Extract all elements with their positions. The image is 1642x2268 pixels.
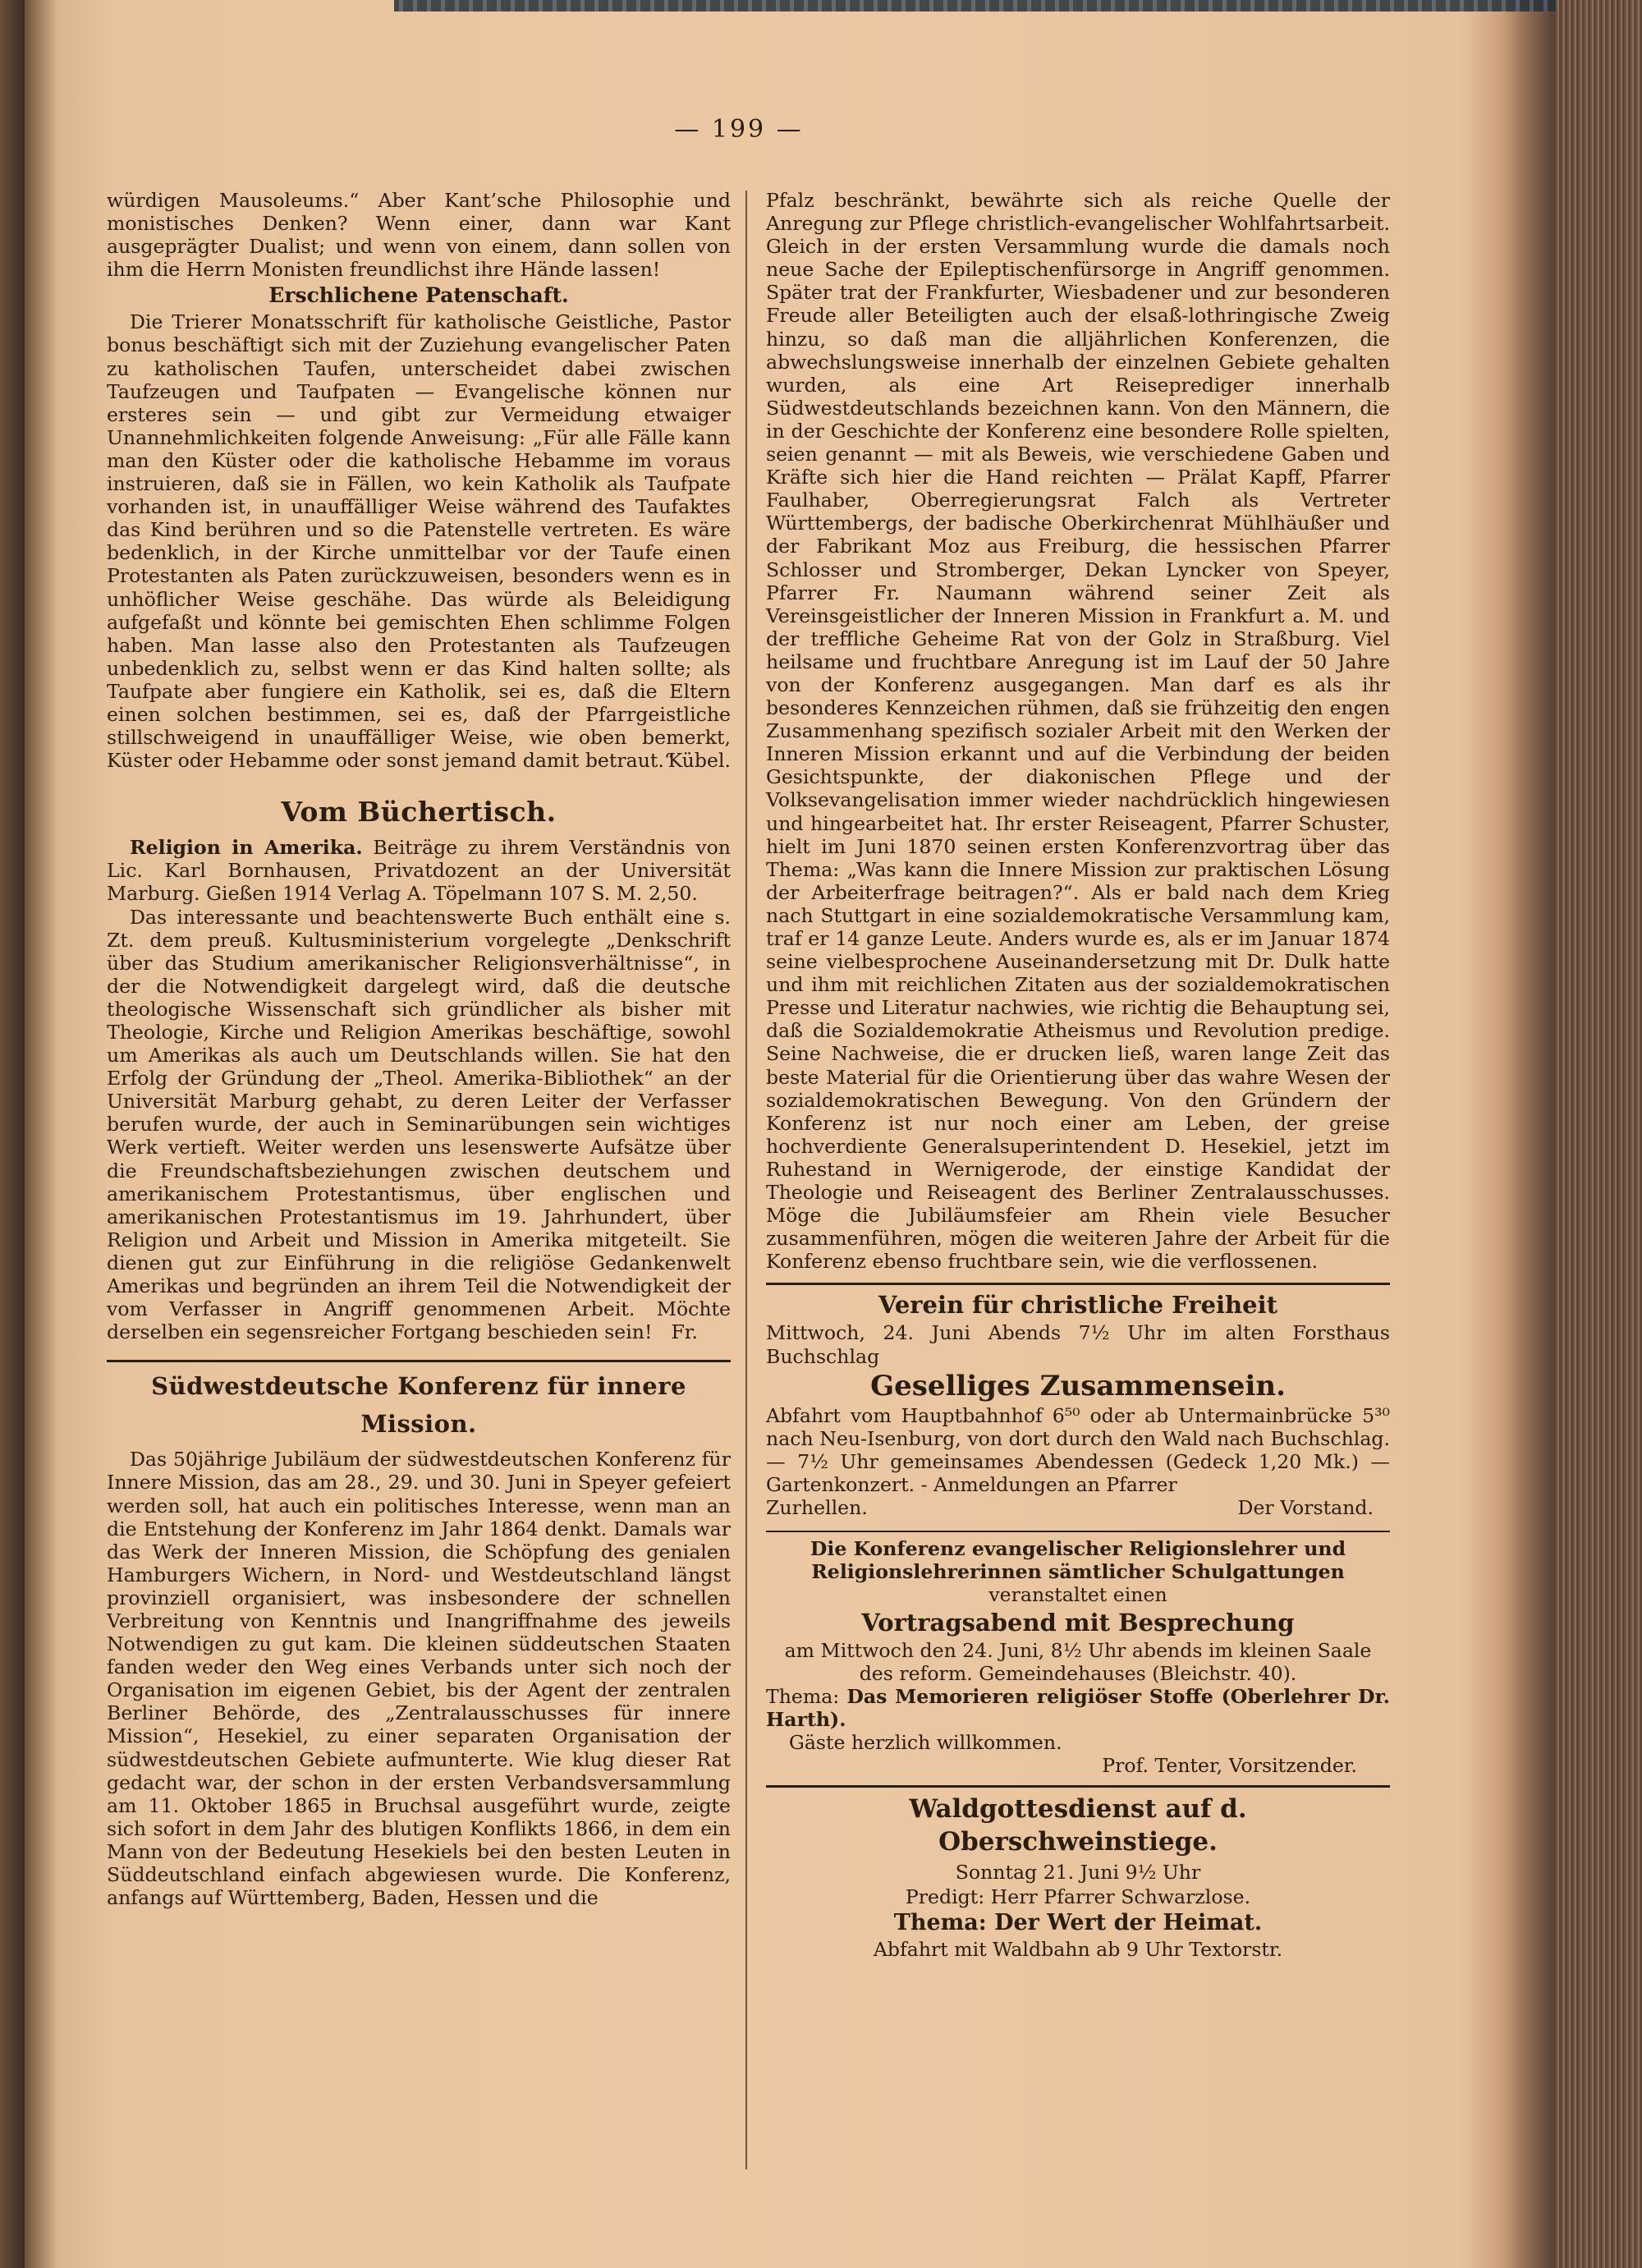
- book-top-edge: [394, 0, 1626, 11]
- page-stack-edge: [1556, 0, 1642, 2268]
- verein-details: Abfahrt vom Hauptbahnhof 6⁵⁰ oder ab Untermainbrücke 5³⁰ nach Neu-Isenburg, von dort durch den Wald nach Buchschlag. — 7½ Uhr gemeinsames Abendessen (Gedeck 1,20 Mk.) — Gartenkonzert. - Anmeldungen an Pfarrer: [766, 1403, 1390, 1496]
- religionslehrer-signature: Prof. Tenter, Vorsitzender.: [1102, 1754, 1357, 1778]
- religionslehrer-when: am Mittwoch den 24. Juni, 8½ Uhr abends im kleinen Saale des reform. Gemeindehauses (Bleichstr. 40).: [784, 1638, 1372, 1686]
- religion-amerika-review: Das interessante und beachtenswerte Buch enthält eine s. Zt. dem preuß. Kultusministerium vorgelegte „Denkschrift über das Studium amerikanischer Religionsverhältnisse“, in der die Notwendigkeit dargelegt wird, daß die deutsche theologische Wissenschaft sich gründlicher als bisher mit Theologie, Kirche und Religion Amerikas beschäftige, sowohl um Amerikas als auch um Deutschlands willen. Sie hat den Erfolg der Gründung der „Theol. Amerika-Bibliothek“ an der Universität Marburg gehabt, zu deren Leiter der Verfasser berufen wurde, der auch in Seminarübungen sein wichtiges Werk vertieft. Weiter werden uns lesenswerte Aufsätze über die Freundschaftsbeziehungen zwischen deutschem und amerikanischem Protestantismus, über englischen und amerikanischen Protestantismus im 19. Jahrhundert, über Religion und Arbeit und Mission in Amerika mitgeteilt. Sie dienen gut zur Einführung in die religiöse Gedankenwelt Amerikas und begründen an ihrem Teil die Notwendigkeit der vom Verfasser in Angriff genommenen Arbeit. Möchte derselben ein segensreicher Fortgang beschieden sein!: [107, 905, 731, 1344]
- religionslehrer-gaeste: Gäste herzlich willkommen.: [789, 1731, 1062, 1755]
- left-separator-rule: [107, 1360, 731, 1362]
- religion-amerika-signature: Fr.: [671, 1320, 698, 1344]
- column-divider: [745, 191, 747, 2169]
- wald-theme: Thema: Der Wert der Heimat.: [893, 1910, 1263, 1936]
- buechertisch-heading: Vom Büchertisch.: [281, 796, 557, 829]
- wald-heading: Waldgottesdienst auf d. Oberschweinstiege.: [909, 1794, 1247, 1857]
- verein-signature: Der Vorstand.: [1237, 1495, 1374, 1519]
- wald-preacher: Predigt: Herr Pfarrer Schwarzlose.: [905, 1885, 1251, 1909]
- religionslehrer-rule: [766, 1531, 1390, 1532]
- verein-event-title: Geselliges Zusammensein.: [870, 1369, 1286, 1403]
- wald-departure: Abfahrt mit Waldbahn ab 9 Uhr Textorstr.: [873, 1938, 1283, 1962]
- konferenz-continuation: Pfalz beschränkt, bewährte sich als reiche Quelle der Anregung zur Pflege christlich-evangelischer Wohlfahrtsarbeit. Gleich in der ersten Versammlung wurde die damals noch neue Sache der Epileptischenfürsorge in Angriff genommen. Später trat der Frankfurter, Wiesbadener und zur besonderen Freude aller Beteiligten auch der elsaß-lothringische Zweig hinzu, so daß man die alljährlichen Konferenzen, die abwechslungsweise innerhalb der einzelnen Gebiete gehalten wurden, als eine Art Reiseprediger innerhalb Südwestdeutschlands bezeichnen kann. Von den Männern, die in der Geschichte der Konferenz eine besondere Rolle spielten, seien genannt — mit als Beweis, wie verschiedene Gaben und Kräfte sich hier die Hand reichten — Prälat Kapff, Pfarrer Faulhaber, Oberregierungsrat Falch als Vertreter Württembergs, der badische Oberkirchenrat Mühlhäußer und der Fabrikant Moz aus Freiburg, die hessischen Pfarrer Schlosser und Stromberger, Dekan Lyncker von Speyer, Pfarrer Fr. Naumann während seiner Zeit als Vereinsgeistlicher der Inneren Mission in Frankfurt a. M. und der treffliche Geheime Rat von der Golz in Straßburg. Viel heilsame und fruchtbare Anregung ist im Lauf der 50 Jahre von der Konferenz ausgegangen. Man darf es als ihr besonderes Kennzeichen rühmen, daß sie frühzeitig den engen Zusammenhang spezifisch sozialer Arbeit mit den Werken der Inneren Mission erkannt und auf die Verbindung der beiden Gesichtspunkte, der diakonischen Pflege und der Volksevangelisation immer wieder nachdrücklich hingewiesen und hingearbeitet hat. Ihr erster Reiseagent, Pfarrer Schuster, hielt im Juni 1870 seinen ersten Konferenzvortrag über das Thema: „Was kann die Innere Mission zur praktischen Lösung der Arbeiterfrage beitragen?“. Als er bald nach dem Krieg nach Stuttgart in eine sozialdemokratische Versammlung kam, traf er 14 ganze Leute. Anders wurde es, als er im Januar 1874 seine vielbesprochene Auseinandersetzung mit Dr. Dulk hatte und ihm mit reichlichen Zitaten aus der sozialdemokratischen Presse und Literatur nachwies, wie richtig die Behauptung sei, daß die Sozialdemokratie Atheismus und Revolution predige. Seine Nachweise, die er drucken ließ, waren lange Zeit das beste Material für die Orientierung über das wahre Wesen der sozialdemokratischen Bewegung. Von den Gründern der Konferenz ist nur noch einer am Leben, der greise hochverdiente Generalsuperintendent D. Hesekiel, jetzt im Ruhestand in Wernigerode, der einstige Kandidat der Theologie und Reiseagent des Berliner Zentralausschusses. Möge die Jubiläumsfeier am Rhein viele Besucher zusammenführen, mögen die weiteren Jahre der Arbeit für die Konferenz ebenso fruchtbare sein, wie die verflossenen.: [766, 189, 1390, 1274]
- religionslehrer-thema: [766, 1685, 1390, 1731]
- left-opening-paragraph: würdigen Mausoleums.“ Aber Kant’sche Philosophie und monistisches Denken? Wenn einer, dann war Kant ausgeprägter Dualist; und wenn von einem, dann sollen von ihm die Herrn Monisten freundlichst ihre Hände lassen!: [107, 189, 731, 282]
- konferenz-text: Das 50jährige Jubiläum der südwestdeutschen Konferenz für Innere Mission, das am 28., 29. und 30. Juni in Speyer gefeiert werden soll, hat auch ein politisches Interesse, wenn man an die Entstehung der Konferenz im Jahr 1864 denkt. Damals war das Werk der Inneren Mission, die Schöpfung des genialen Hamburgers Wichern, in Nord- und Westdeutschland längst provinziell organisiert, was insbesondere der schnellen Verbreitung von Kenntnis und Inangriffnahme des jeweils Notwendigen zu gut kam. Die kleinen süddeutschen Staaten fanden weder den Weg eines Verbands unter sich noch der Organisation im eigenen Gebiet, bis der Agent der zentralen Berliner Behörde, des „Zentralausschusses für innere Mission“, Hesekiel, zu einer separaten Organisation der südwestdeutschen Gebiete aufmunterte. Wie klug dieser Rat gedacht war, der schon in der ersten Verbandsversammlung am 11. Oktober 1865 in Bruchsal ausgeführt wurde, zeigte sich sofort in dem Jahr des blutigen Konflikts 1866, in dem ein Mann von der Bedeutung Hesekiels bei den besten Leuten in Süddeutschland einfach abgewiesen wurde. Die Konferenz, anfangs auf Württemberg, Baden, Hessen und die: [107, 1448, 731, 1910]
- wald-date: Sonntag 21. Juni 9½ Uhr: [955, 1861, 1201, 1885]
- religionslehrer-thema-label: Thema:: [766, 1685, 840, 1709]
- wald-rule: [766, 1785, 1390, 1788]
- religionslehrer-subline: veranstaltet einen: [988, 1582, 1167, 1606]
- book-spine: [0, 0, 25, 2268]
- page-number: — 199 —: [674, 115, 804, 144]
- verein-contact: Zurhellen.: [766, 1495, 868, 1519]
- left-column: [107, 189, 731, 1909]
- religionslehrer-event-title: Vortragsabend mit Besprechung: [861, 1608, 1295, 1637]
- verein-rule: [766, 1283, 1390, 1285]
- religion-amerika-lead: Religion in Amerika.: [130, 836, 363, 860]
- verein-heading: Verein für christliche Freiheit: [878, 1291, 1277, 1320]
- religionslehrer-thema-text: Das Memorieren religiöser Stoffe (Oberlehrer Dr. Harth).: [766, 1685, 1390, 1732]
- patenschaft-text: Die Trierer Monatsschrift für katholische Geistliche, Pastor bonus beschäftigt sich mit der Zuziehung evangelischer Paten zu katholischen Taufen, unterscheidet dabei zwischen Taufzeugen und Taufpaten — Evangelische können nur ersteres sein — und gibt zur Vermeidung etwaiger Unannehmlichkeiten folgende Anweisung: „Für alle Fälle kann man den Küster oder die katholische Hebamme im voraus instruieren, daß sie in Fällen, wo kein Katholik als Taufpate vorhanden ist, in unauffälliger Weise während des Taufaktes das Kind berühren und so die Patenstelle vertreten. Es wäre bedenklich, in der Kirche unmittelbar vor der Taufe einen Protestanten als Paten zurückzuweisen, besonders wenn es in unhöflicher Weise geschähe. Das würde als Beleidigung aufgefaßt und könnte bei gemischten Ehen schlimme Folgen haben. Man lasse also den Protestanten als Taufzeugen unbedenklich zu, selbst wenn er das Kind halten sollte; als Taufpate aber fungiere ein Katholik, sei es, daß die Eltern einen solchen bestimmen, sei es, daß der Pfarrgeistliche stillschweigend in unauffälliger Weise, wie oben bemerkt, Küster oder Hebamme oder sonst jemand damit betraut.“: [107, 310, 731, 773]
- religion-amerika-intro: [107, 836, 731, 905]
- verein-date-line: Mittwoch, 24. Juni Abends 7½ Uhr im alten Forsthaus Buchschlag: [766, 1321, 1390, 1368]
- patenschaft-heading: Erschlichene Patenschaft.: [268, 283, 569, 308]
- right-column: [766, 189, 1390, 1962]
- konferenz-heading: Südwestdeutsche Konferenz für innere Mission.: [151, 1372, 686, 1439]
- patenschaft-signature: Kübel.: [667, 749, 731, 773]
- religionslehrer-announcement: Die Konferenz evangelischer Religionslehrer und Religionslehrerinnen sämtlicher Schulgattungen: [810, 1536, 1346, 1583]
- religion-amerika-citation: Beiträge zu ihrem Verständnis von Lic. Karl Bornhausen, Privatdozent an der Universität Marburg. Gießen 1914 Verlag A. Töpelmann 107 S. M. 2,50.: [107, 836, 732, 906]
- verein-footer: [766, 1496, 1390, 1519]
